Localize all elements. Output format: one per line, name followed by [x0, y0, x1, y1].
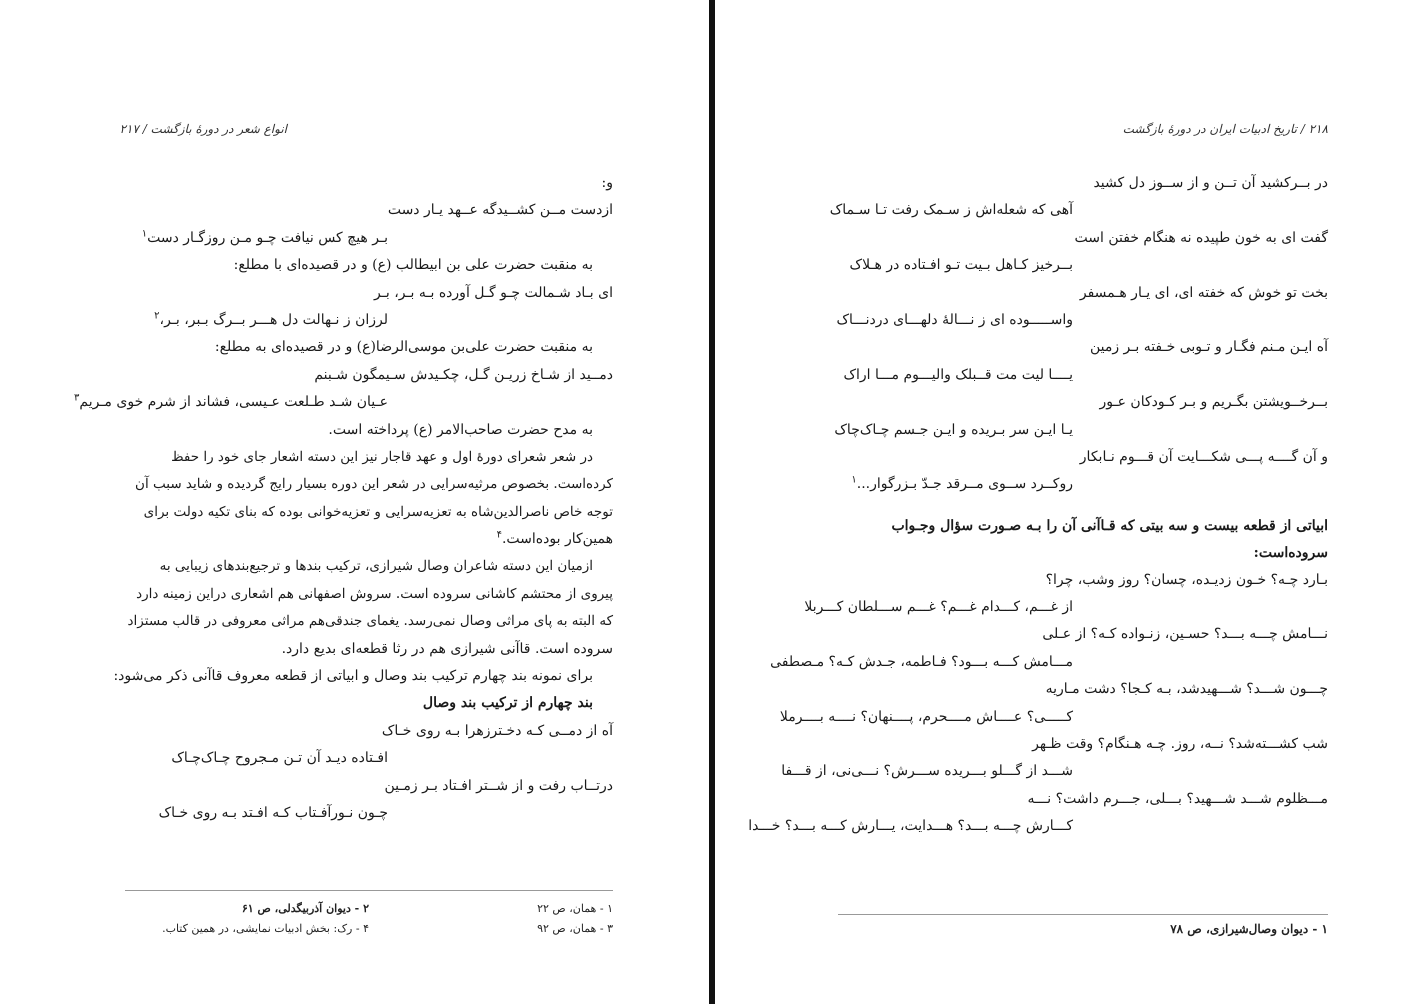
right-page-header: ۲۱۸ / تاریخ ادبیات ایران در دورهٔ بازگشت: [1122, 122, 1328, 136]
text-line: ازمیان این دسته شاعران وصال شیرازی، ترکیب بندها و ترجیع‌بندهای زیبایی به: [159, 558, 593, 575]
text-line: بخت تو خوش که خفته ای، ای یـار هـمسفر: [1079, 284, 1328, 301]
text-line: در شعر شعرای دورهٔ اول و عهد قاجار نیز این دسته اشعار جای خود را حفظ: [171, 448, 593, 465]
left-footnote-4: ۴ - رک: بخش ادبیات نمایشی، در همین کتاب.: [162, 922, 369, 935]
text-line: نـــامش چـــه بـــد؟ حسـین، زنـواده کـه؟ از عـلی: [1042, 626, 1328, 643]
left-footnote-rule: [125, 890, 613, 891]
footnote-marker: ۳: [74, 392, 80, 404]
text-line: و:: [601, 175, 613, 191]
right-page-body: [748, 170, 1328, 841]
text-line: واســـــوده ای ز نـــالهٔ دلهـــای دردنـــاک: [836, 311, 1073, 328]
text-line: به منقبت حضرت علی بن ابیطالب (ع) و در قصیده‌ای با مطلع:: [233, 257, 593, 274]
footnote-marker: ۴: [496, 529, 502, 541]
text-line: ای بـاد شـمالت چـو گـل آورده بـه بـر، بـر: [374, 284, 613, 301]
text-line: مـــظلوم شـــد شـــهید؟ بـــلی، جـــرم داشت؟ نـــه: [1027, 790, 1328, 807]
text-line: آه از دمــی کـه دخـترزهرا بـه روی خـاک: [381, 722, 613, 739]
text-line: روکــرد ســوی مــرقد جـدّ بـزرگوار...$^۱$: [851, 474, 1073, 493]
text-line: درتــاب رفت و از شــتر افـتاد بـر زمـین: [384, 777, 613, 794]
text-line: عـیان شـد طـلعت عـیسی، فشاند از شرم خوی مـریم$^۳$: [74, 392, 388, 411]
text-line: پیروی از محتشم کاشانی سروده است. سروش اصفهانی هم اشعاری دراین زمینه دارد: [136, 585, 613, 602]
text-line: بـارد چـه؟ خـون زدیـده، چسان؟ روز وشب، چرا؟: [1045, 571, 1328, 588]
text-line: افـتاده دیـد آن تـن مـجروح چـاک‌چـاک: [171, 750, 388, 767]
text-line: شب کشـــته‌شد؟ نــه، روز. چـه هـنگام؟ وقت ظـهر: [1032, 736, 1328, 753]
text-line: بــرخیز کـاهل بـیت تـو افـتاده در هـلاک: [849, 257, 1073, 274]
text-line: یـا ایـن سر بـریده و ایـن جـسم چـاک‌چاک: [834, 421, 1073, 438]
text-line: در بــرکشید آن تــن و از ســوز دل کشید: [1093, 175, 1328, 191]
left-footnote-2: ۲ - دیوان آذربیگدلی، ص ۶۱: [241, 902, 369, 915]
right-page: [715, 0, 1428, 1004]
text-line: آه ایـن مـنم فگـار و تـوبی خـفته بـر زمین: [1089, 339, 1328, 356]
left-page-header: انواع شعر در دورهٔ بازگشت / ۲۱۷: [119, 122, 287, 136]
text-line: توجه خاص ناصرالدین‌شاه به تعزیه‌سرایی و تعزیه‌خوانی بوده که بنای تکیه دولت برای: [143, 503, 613, 520]
footnote-marker: ۱: [141, 228, 148, 240]
text-line: کرده‌است. بخصوص مرثیه‌سرایی در شعر این دوره بسیار رایج گردیده و شاید سبب آن: [135, 476, 613, 493]
right-footnote-1: ۱ - دیوان وصال‌شیرازی، ص ۷۸: [1170, 922, 1328, 936]
text-line: چـون نـورآفـتاب کـه افـتد بـه روی خـاک: [158, 804, 388, 821]
text-line: به مدح حضرت صاحب‌الامر (ع) پرداخته است.: [328, 421, 593, 438]
text-line: کـــارش چـــه بـــد؟ هـــدایت، یـــارش کـــه بـــد؟ خـــدا: [748, 818, 1073, 835]
footnote-marker: ۲: [154, 310, 160, 322]
right-section-heading: ابیاتی از قطعه بیست و سه بیتی که قـاآنی آن را بـه صـورت سؤال وجـواب سروده‌است:: [891, 517, 1328, 561]
text-line: گفت ای به خون طپیده نه هنگام خفتن است: [1074, 229, 1328, 246]
text-line: ازدست مــن کشــیدگه عــهد یـار دست: [387, 202, 613, 219]
text-line: آهی که شعله‌اش ز سـمک رفت تـا سـماک: [829, 202, 1073, 219]
text-line: دمــید از شـاخ زریـن گـل، چکـیدش سـیمگون شـبنم: [314, 366, 613, 383]
left-footnote-1: ۱ - همان، ص ۲۲: [537, 902, 613, 915]
text-line: مـــامش کـــه بـــود؟ فـاطمه، جـدش کـه؟ مـصطفی: [770, 653, 1073, 670]
right-footnote-rule: [838, 914, 1328, 915]
left-footnote-3: ۳ - همان، ص ۹۲: [537, 922, 613, 935]
footnote-marker: ۱: [851, 474, 857, 486]
text-line: کـــــی؟ عــــاش مــــحرم، پــــنهان؟ نــــه بــــرملا: [779, 708, 1073, 725]
text-line: بند چهارم از ترکیب بند وصال: [422, 695, 593, 712]
text-line: برای نمونه بند چهارم ترکیب بند وصال و ابیاتی از قطعه معروف قاآنی ذکر می‌شود:: [113, 668, 593, 685]
text-line: شـــد از گـــلو بـــریده ســـرش؟ نـــی‌نی، از قـــفا: [781, 763, 1073, 780]
left-page: [0, 0, 709, 1004]
text-line: یــــا لیت مت قــبلک والیـــوم مـــا اراک: [843, 366, 1073, 383]
text-line: از غـــم، کـــدام غـــم؟ غـــم ســـلطان کـــربلا: [804, 599, 1073, 616]
text-line: سروده است. قاآنی شیرازی هم در رثا قطعه‌ای بدیع دارد.: [281, 640, 613, 657]
text-line: همین‌کار بوده‌است.$^۴$: [496, 529, 613, 548]
text-line: که البته به پای مراثی وصال نمی‌رسد. یغمای جندقی‌هم مراثی معروفی در قالب مستزاد: [127, 613, 613, 630]
right-poem-a: [829, 170, 1328, 499]
text-line: بــرخــویشتن بگـریم و بـر کـودکان عـور: [1099, 394, 1328, 411]
text-line: بـر هیچ کس نیافت چـو مـن روزگـار دست$^۱$: [141, 228, 388, 246]
text-line: و آن گــــه پـــی شکـــایت آن قـــوم نـابکار: [1079, 448, 1328, 465]
text-line: به منقبت حضرت علی‌بن موسی‌الرضا(ع) و در قصیده‌ای به مطلع:: [214, 339, 593, 356]
text-line: چـــون شـــد؟ شـــهیدشد، بـه کـجا؟ دشت مـاریه: [1045, 681, 1328, 698]
left-page-body: [74, 170, 613, 827]
text-line: لرزان ز نـهالت دل هـــر بــرگ بـبر، بـر،$^۲$: [154, 310, 388, 328]
right-poem-b: [748, 567, 1328, 841]
